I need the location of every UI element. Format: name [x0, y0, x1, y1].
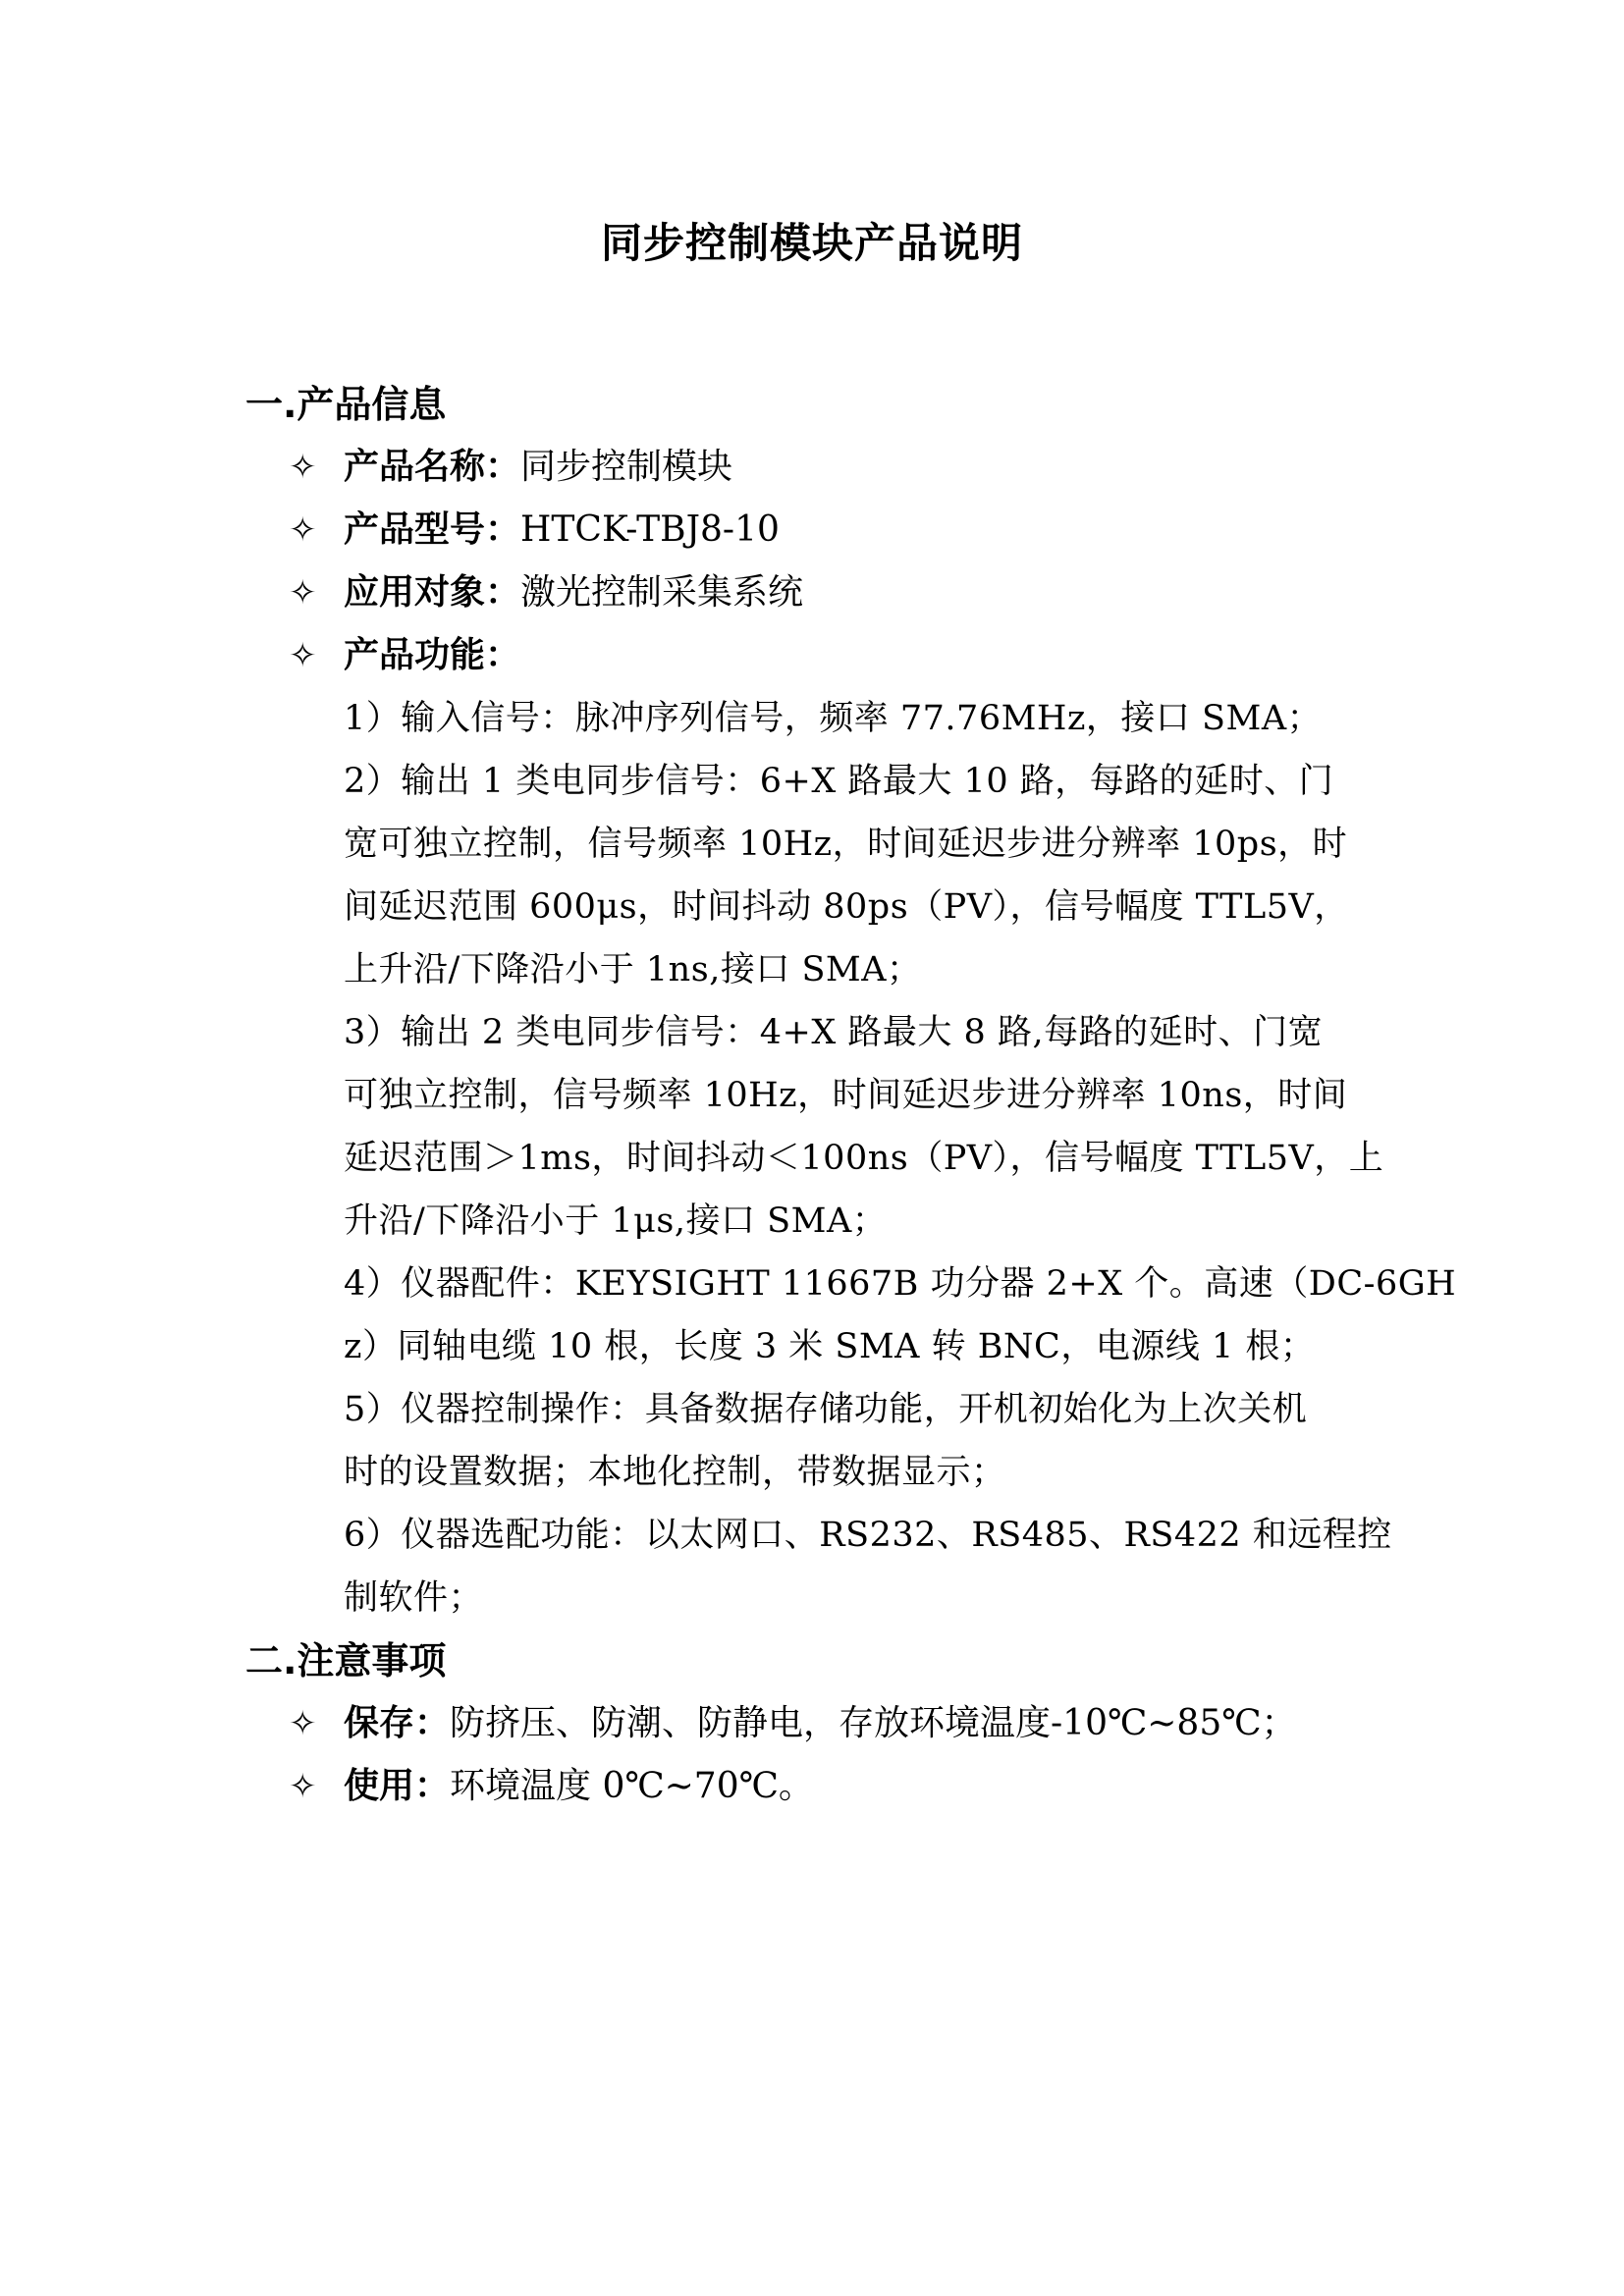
function-item-4	[344, 1253, 1457, 1378]
bullet-product-name	[245, 436, 1394, 499]
function-line: 4）仪器配件：KEYSIGHT 11667B 功分器 2+X 个。高速（DC-6GH	[344, 1264, 1457, 1304]
function-line: 6）仪器选配功能：以太网口、RS232、RS485、RS422 和远程控	[344, 1516, 1392, 1555]
diamond-bullet-icon: ✧	[289, 1767, 317, 1806]
function-list	[245, 687, 1457, 1629]
function-line: 3）输出 2 类电同步信号：4+X 路最大 8 路,每路的延时、门宽	[344, 1013, 1324, 1052]
bullet-value: 同步控制模块	[520, 447, 733, 487]
function-line: 时的设置数据；本地化控制，带数据显示；	[344, 1453, 1006, 1492]
diamond-bullet-icon: ✧	[289, 510, 317, 550]
function-item-2	[344, 750, 1394, 1001]
function-line: z）同轴电缆 10 根，长度 3 米 SMA 转 BNC，电源线 1 根；	[344, 1327, 1316, 1366]
function-line: 延迟范围＞1ms，时间抖动＜100ns（PV），信号幅度 TTL5V，上	[344, 1139, 1384, 1178]
function-item-5	[344, 1378, 1394, 1504]
diamond-bullet-icon: ✧	[289, 1704, 317, 1743]
bullet-label: 应用对象：	[344, 572, 521, 613]
bullet-value: 环境温度 0℃~70℃。	[450, 1766, 814, 1806]
function-item-3	[344, 1001, 1394, 1253]
bullet-value: HTCK-TBJ8-10	[520, 509, 780, 550]
section-heading-product-info: 一.产品信息	[245, 383, 447, 426]
function-line: 宽可独立控制，信号频率 10Hz，时间延迟步进分辨率 10ps，时	[344, 825, 1348, 864]
function-line: 可独立控制，信号频率 10Hz，时间延迟步进分辨率 10ns，时间	[344, 1076, 1348, 1115]
bullet-product-model	[245, 499, 1394, 561]
function-line: 2）输出 1 类电同步信号：6+X 路最大 10 路，每路的延时、门	[344, 762, 1334, 801]
function-item-1	[344, 687, 1394, 750]
diamond-bullet-icon: ✧	[289, 573, 317, 613]
function-line: 上升沿/下降沿小于 1ns,接口 SMA；	[344, 950, 922, 989]
document-body	[245, 373, 1457, 1818]
bullet-value: 激光控制采集系统	[520, 572, 804, 613]
bullet-label: 产品名称：	[344, 447, 521, 487]
function-line: 间延迟范围 600μs，时间抖动 80ps（PV），信号幅度 TTL5V，	[344, 887, 1349, 927]
bullet-label: 产品功能：	[344, 635, 521, 675]
bullet-value: 防挤压、防潮、防静电，存放环境温度-10℃~85℃；	[450, 1703, 1297, 1743]
bullet-label: 使用：	[344, 1766, 451, 1806]
function-line: 升沿/下降沿小于 1μs,接口 SMA；	[344, 1201, 888, 1241]
bullet-label: 产品型号：	[344, 509, 521, 550]
bullet-usage	[245, 1755, 1394, 1818]
diamond-bullet-icon: ✧	[289, 448, 317, 487]
section-heading-precautions: 二.注意事项	[245, 1639, 447, 1682]
bullet-storage	[245, 1692, 1394, 1755]
bullet-application	[245, 561, 1394, 624]
function-line: 1）输入信号：脉冲序列信号，频率 77.76MHz，接口 SMA；	[344, 699, 1323, 738]
function-line: 5）仪器控制操作：具备数据存储功能，开机初始化为上次关机	[344, 1390, 1308, 1429]
function-line: 制软件；	[344, 1578, 484, 1618]
bullet-label: 保存：	[344, 1703, 451, 1743]
function-item-6	[344, 1504, 1394, 1629]
bullet-product-functions	[245, 624, 1394, 687]
document-title: 同步控制模块产品说明	[600, 219, 1023, 267]
diamond-bullet-icon: ✧	[289, 636, 317, 675]
